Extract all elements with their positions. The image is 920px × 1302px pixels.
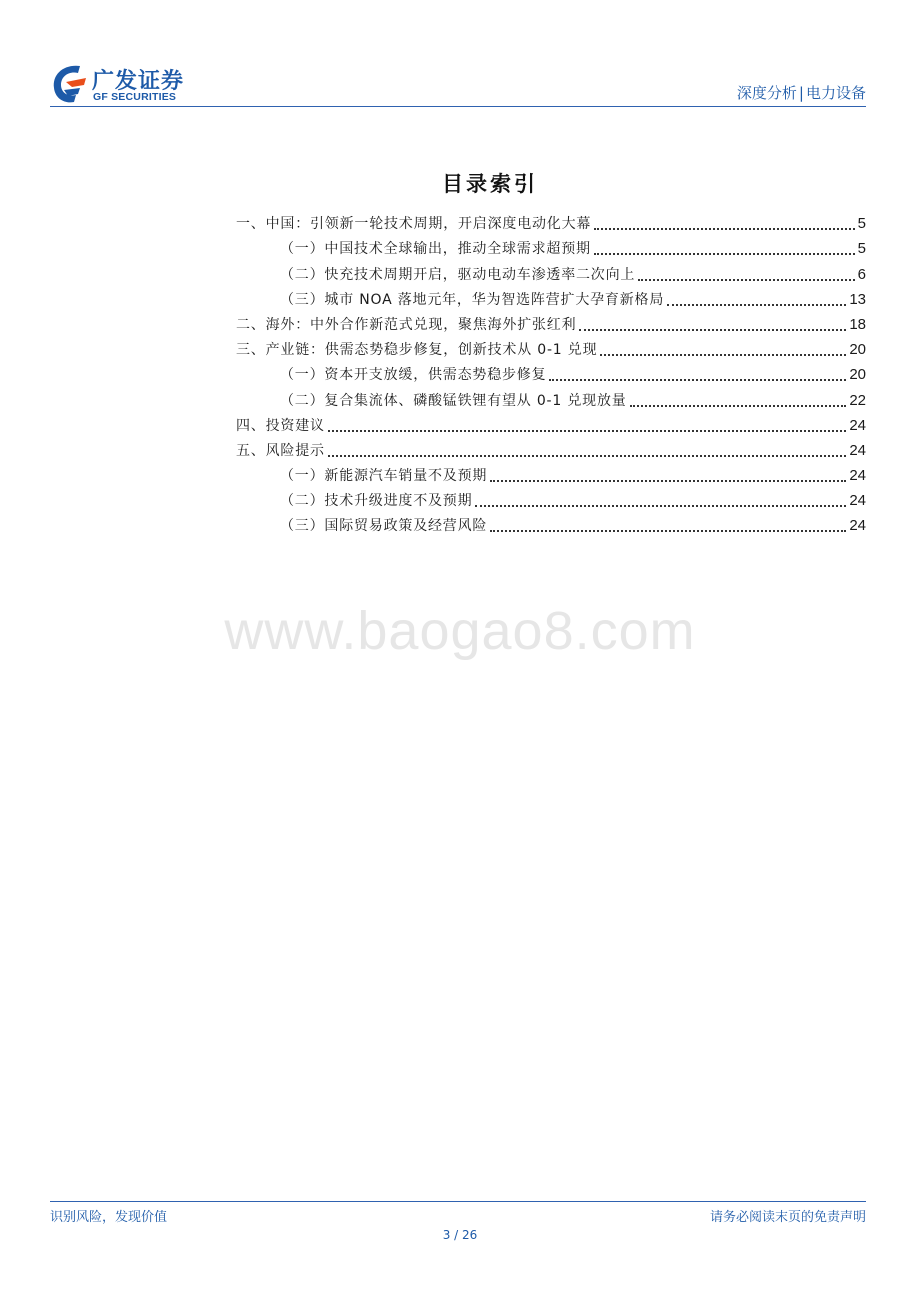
- toc-entry[interactable]: [236, 284, 866, 309]
- toc-entry-text: 三、产业链：供需态势稳步修复，创新技术从 0-1 兑现: [236, 342, 598, 359]
- toc-entry-text: （二）技术升级进度不及预期: [280, 493, 473, 510]
- toc-entry-page: 13: [849, 290, 866, 308]
- toc-entry-page: 5: [857, 240, 866, 258]
- toc-entry[interactable]: [236, 460, 866, 485]
- toc-entry-page: 22: [849, 391, 866, 409]
- toc-entry[interactable]: [236, 334, 866, 359]
- toc-entry-text: （一）资本开支放缓，供需态势稳步修复: [280, 367, 547, 384]
- toc-entry[interactable]: [236, 258, 866, 283]
- separator: |: [798, 84, 804, 102]
- toc-title: 目录索引: [442, 172, 538, 196]
- toc-dot-leader: [475, 504, 846, 507]
- footer-divider: [50, 1201, 866, 1202]
- report-type: 深度分析: [736, 84, 797, 102]
- toc-entry-text: （三）国际贸易政策及经营风险: [280, 518, 488, 535]
- toc-entry[interactable]: [236, 410, 866, 435]
- company-logo: [50, 62, 200, 106]
- watermark: www.baogao8.com: [224, 601, 696, 661]
- header-divider: [50, 106, 866, 107]
- toc-dot-leader: [328, 454, 847, 457]
- toc-entry[interactable]: [236, 309, 866, 334]
- logo-english-name: GF SECURITIES: [93, 91, 177, 103]
- toc-entry-page: 20: [849, 366, 866, 384]
- toc-entry-page: 24: [849, 467, 866, 485]
- footer-disclaimer: 请务必阅读末页的免责声明: [709, 1210, 866, 1225]
- toc-entry-page: 5: [857, 215, 866, 233]
- toc-dot-leader: [630, 404, 847, 407]
- toc-entry-text: 一、中国：引领新一轮技术周期，开启深度电动化大幕: [236, 216, 592, 233]
- report-category: [737, 82, 866, 103]
- toc-entry[interactable]: [236, 435, 866, 460]
- footer-slogan: 识别风险，发现价值: [50, 1210, 168, 1225]
- toc-dot-leader: [638, 278, 854, 281]
- toc-entry-page: 18: [849, 315, 866, 333]
- toc-entry[interactable]: [236, 510, 866, 535]
- toc-dot-leader: [490, 529, 846, 532]
- toc-entry[interactable]: [236, 359, 866, 384]
- table-of-contents: [236, 208, 866, 535]
- toc-dot-leader: [549, 378, 846, 381]
- logo-chinese-name: 广发证券: [92, 69, 185, 94]
- toc-dot-leader: [594, 227, 854, 230]
- toc-entry-page: 24: [849, 492, 866, 510]
- toc-dot-leader: [667, 303, 846, 306]
- toc-entry-text: （一）新能源汽车销量不及预期: [280, 468, 488, 485]
- toc-entry-page: 24: [849, 441, 866, 459]
- page-number: 3 / 26: [442, 1228, 478, 1242]
- toc-entry-text: （一）中国技术全球输出，推动全球需求超预期: [280, 241, 591, 258]
- toc-entry-text: （三）城市 NOA 落地元年，华为智选阵营扩大孕育新格局: [280, 291, 665, 308]
- toc-entry-page: 20: [849, 341, 866, 359]
- toc-entry-text: 五、风险提示: [236, 442, 325, 459]
- toc-dot-leader: [600, 353, 846, 356]
- toc-dot-leader: [579, 328, 846, 331]
- toc-entry-text: （二）快充技术周期开启，驱动电动车渗透率二次向上: [280, 266, 636, 283]
- report-sector: 电力设备: [805, 84, 866, 102]
- gf-logo-icon: [50, 62, 90, 106]
- toc-entry[interactable]: [236, 208, 866, 233]
- toc-entry-text: 四、投资建议: [236, 417, 325, 434]
- toc-entry-page: 24: [849, 517, 866, 535]
- toc-entry[interactable]: [236, 233, 866, 258]
- toc-entry-page: 24: [849, 416, 866, 434]
- toc-dot-leader: [328, 429, 847, 432]
- toc-entry[interactable]: [236, 384, 866, 409]
- toc-dot-leader: [594, 252, 855, 255]
- toc-dot-leader: [490, 479, 846, 482]
- toc-entry-text: 二、海外：中外合作新范式兑现，聚焦海外扩张红利: [236, 316, 577, 333]
- toc-entry-text: （二）复合集流体、磷酸锰铁锂有望从 0-1 兑现放量: [280, 392, 627, 409]
- toc-entry[interactable]: [236, 485, 866, 510]
- toc-entry-page: 6: [857, 265, 866, 283]
